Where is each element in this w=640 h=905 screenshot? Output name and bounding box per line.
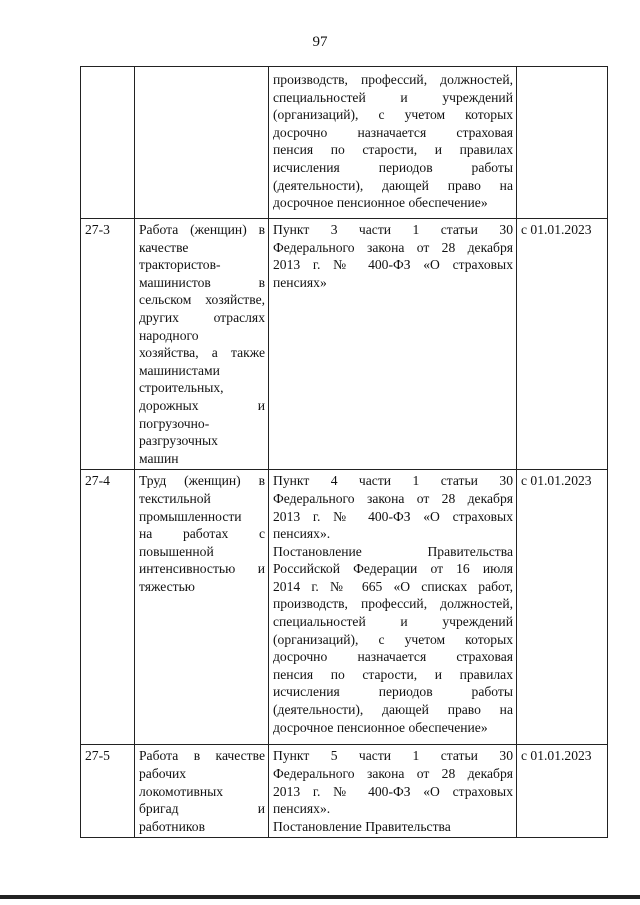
legal-basis-line: пенсиях» (273, 274, 327, 290)
legal-basis-line: пенсия по старости, и правилах (273, 142, 513, 158)
row-number-cell: 27-5 (81, 745, 135, 838)
description-line: рабочих (139, 765, 187, 781)
bottom-border (0, 895, 640, 899)
table-row (81, 470, 608, 745)
legal-basis-line: (деятельности), дающей право на (273, 702, 513, 718)
description-line: интенсивностью и (139, 561, 265, 577)
legal-basis-cell (269, 219, 517, 470)
description-line: машинистов в (139, 274, 265, 290)
legal-basis-line: исчисления периодов работы (273, 159, 513, 175)
legal-basis-cell (269, 470, 517, 745)
legal-basis-line: Постановление Правительства (273, 543, 513, 559)
page-number: 97 (312, 34, 328, 50)
legal-basis-line: досрочное пенсионное обеспечение» (273, 195, 488, 211)
effective-date-cell: с 01.01.2023 (517, 219, 608, 470)
legal-basis-paragraph (273, 818, 513, 836)
legal-basis-line: (организаций), с учетом которых (273, 107, 513, 123)
legal-basis-line: досрочное пенсионное обеспечение» (273, 719, 488, 735)
description-line: тяжестью (139, 578, 195, 594)
legal-basis-line: Федерального закона от 28 декабря (273, 765, 513, 781)
work-description-cell (135, 67, 269, 219)
legal-basis-line: 2013 г. № 400-ФЗ «О страховых (273, 257, 513, 273)
legal-basis-paragraph (273, 747, 513, 817)
description-line: повышенной (139, 543, 214, 559)
description-line: Работа в качестве (139, 748, 265, 764)
legal-basis-line: исчисления периодов работы (273, 684, 513, 700)
row-number-cell (81, 67, 135, 219)
description-line: локомотивных (139, 783, 224, 799)
work-description-cell (135, 745, 269, 838)
document-table (80, 66, 608, 838)
legal-basis-line: 2013 г. № 400-ФЗ «О страховых (273, 508, 513, 524)
legal-basis-line: Постановление Правительства (273, 818, 451, 834)
description-line: машинистами (139, 362, 220, 378)
effective-date-cell: с 01.01.2023 (517, 470, 608, 745)
description-line: других отраслях (139, 309, 265, 325)
description-line: хозяйства, а также (139, 345, 265, 361)
legal-basis-paragraph (273, 221, 513, 291)
legal-basis-paragraph (273, 543, 513, 737)
work-description-cell (135, 470, 269, 745)
description-line: работников (139, 818, 205, 834)
description-line: текстильной (139, 490, 211, 506)
description-line: дорожных и (139, 397, 265, 413)
legal-basis-line: Пункт 4 части 1 статьи 30 (273, 473, 513, 489)
legal-basis-line: Федерального закона от 28 декабря (273, 239, 513, 255)
legal-basis-line: досрочно назначается страховая (273, 649, 513, 665)
legal-basis-line: 2013 г. № 400-ФЗ «О страховых (273, 783, 513, 799)
table-row (81, 745, 608, 838)
legal-basis-line: досрочно назначается страховая (273, 124, 513, 140)
legal-basis-line: Федерального закона от 28 декабря (273, 490, 513, 506)
description-line: Труд (женщин) в (139, 473, 265, 489)
legal-basis-line: 2014 г. № 665 «О списках работ, (273, 578, 513, 594)
description-line: качестве (139, 239, 189, 255)
legal-basis-line: (деятельности), дающей право на (273, 177, 513, 193)
table-row (81, 67, 608, 219)
row-number-cell: 27-3 (81, 219, 135, 470)
description-line: строительных, (139, 380, 224, 396)
legal-basis-line: пенсия по старости, и правилах (273, 666, 513, 682)
legal-basis-line: производств, профессий, должностей, (273, 596, 513, 612)
legal-basis-line: Пункт 5 части 1 статьи 30 (273, 748, 513, 764)
description-line: погрузочно- (139, 415, 210, 431)
row-number-cell: 27-4 (81, 470, 135, 745)
description-line: сельском хозяйстве, (139, 292, 265, 308)
legal-basis-line: Российской Федерации от 16 июля (273, 561, 513, 577)
effective-date-cell: с 01.01.2023 (517, 745, 608, 838)
description-line: народного (139, 327, 199, 343)
description-line: разгрузочных (139, 433, 218, 449)
description-line: промышленности (139, 508, 242, 524)
description-line: трактористов- (139, 257, 221, 273)
legal-basis-paragraph (273, 71, 513, 212)
description-line: бригад и (139, 801, 265, 817)
effective-date-cell (517, 67, 608, 219)
work-description-cell (135, 219, 269, 470)
legal-basis-cell (269, 67, 517, 219)
legal-basis-line: (организаций), с учетом которых (273, 631, 513, 647)
legal-basis-line: пенсиях». (273, 801, 331, 817)
legal-basis-line: специальностей и учреждений (273, 614, 513, 630)
description-line: Работа (женщин) в (139, 222, 265, 237)
table-row (81, 219, 608, 470)
legal-basis-line: пенсиях». (273, 526, 331, 542)
legal-basis-line: производств, профессий, должностей, (273, 72, 513, 87)
legal-basis-paragraph (273, 472, 513, 542)
legal-basis-line: Пункт 3 части 1 статьи 30 (273, 222, 513, 237)
description-line: машин (139, 450, 179, 466)
legal-basis-line: специальностей и учреждений (273, 89, 513, 105)
legal-basis-cell (269, 745, 517, 838)
description-line: на работах с (139, 526, 265, 542)
